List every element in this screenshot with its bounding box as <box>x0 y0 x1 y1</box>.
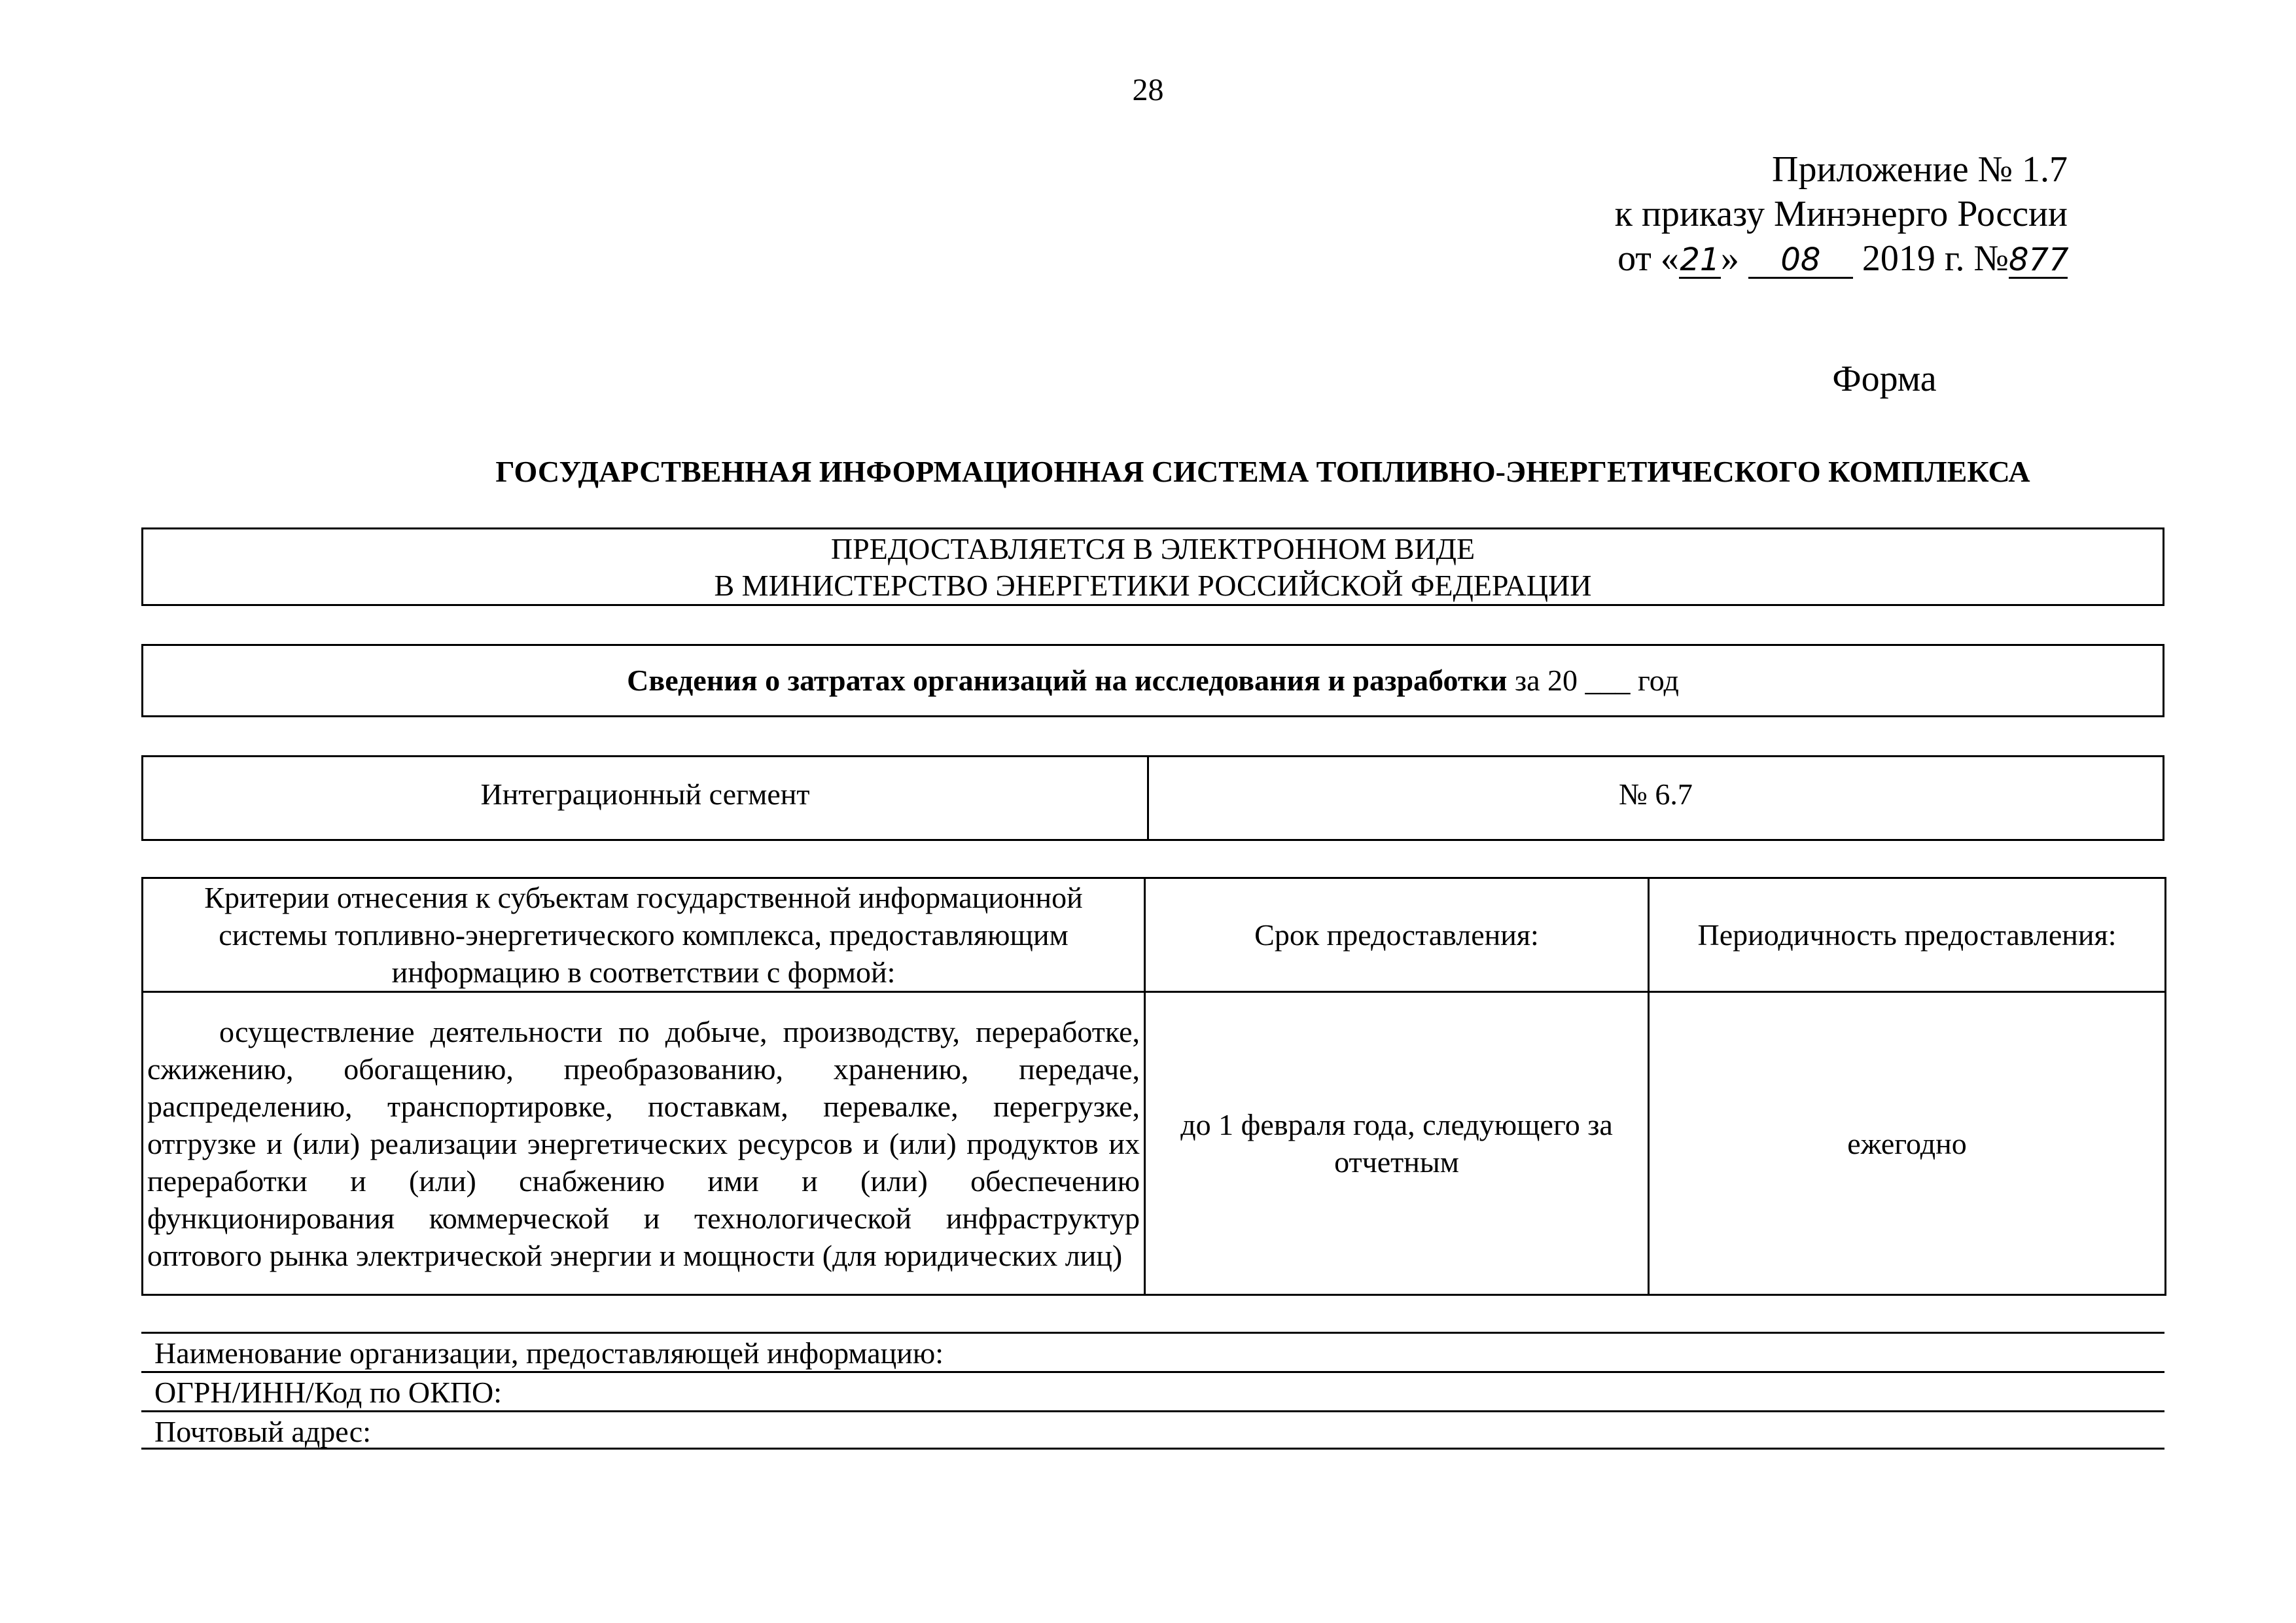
appendix-date-line <box>1439 236 2068 281</box>
handwritten-month: 08 <box>1748 243 1853 279</box>
appendix-title: Приложение № 1.7 <box>1772 149 2068 190</box>
segment-label: Интеграционный сегмент <box>143 757 1148 840</box>
report-title-box <box>141 644 2164 717</box>
date-prefix: от « <box>1617 238 1679 279</box>
date-mid: » <box>1720 238 1739 279</box>
report-title: Сведения о затратах организаций на исследования и разработки <box>627 664 1508 697</box>
electronic-line-1: ПРЕДОСТАВЛЯЕТСЯ В ЭЛЕКТРОННОМ ВИДЕ <box>830 532 1475 565</box>
org-ids-field[interactable]: ОГРН/ИНН/Код по ОКПО: <box>141 1371 2164 1410</box>
segment-table <box>141 755 2164 841</box>
header-deadline: Срок предоставления: <box>1145 878 1649 992</box>
appendix-order-ref: к приказу Минэнерго России <box>1614 194 2068 234</box>
org-name-field[interactable]: Наименование организации, предоставляющей информацию: <box>141 1332 2164 1371</box>
segment-row <box>143 757 2164 840</box>
page-number: 28 <box>1132 73 1164 107</box>
org-address-field[interactable]: Почтовый адрес: <box>141 1410 2164 1450</box>
form-label: Форма <box>1832 359 1937 399</box>
appendix-header <box>1439 147 2068 281</box>
header-criteria: Критерии отнесения к субъектам государственной информационной системы топливно-энергетического комплекса, предоставляющим информацию в соответствии с формой: <box>143 878 1145 992</box>
date-year: 2019 г. № <box>1862 238 2009 279</box>
electronic-line-2: В МИНИСТЕРСТВО ЭНЕРГЕТИКИ РОССИЙСКОЙ ФЕДЕРАЦИИ <box>714 569 1592 602</box>
criteria-table <box>141 877 2166 1296</box>
header-periodicity: Периодичность предоставления: <box>1649 878 2166 992</box>
criteria-header-row <box>143 878 2166 992</box>
electronic-submission-box <box>141 527 2164 606</box>
organization-fields <box>141 1332 2164 1450</box>
segment-number: № 6.7 <box>1148 757 2164 840</box>
report-period: за 20 ___ год <box>1507 664 1679 697</box>
system-title: ГОСУДАРСТВЕННАЯ ИНФОРМАЦИОННАЯ СИСТЕМА ТОПЛИВНО-ЭНЕРГЕТИЧЕСКОГО КОМПЛЕКСА <box>495 455 2030 488</box>
handwritten-day: 21 <box>1680 241 1720 278</box>
criteria-data-row <box>143 992 2166 1295</box>
periodicity-text: ежегодно <box>1649 992 2166 1295</box>
handwritten-order-number: 877 <box>2009 241 2069 278</box>
criteria-text: осуществление деятельности по добыче, производству, переработке, сжижению, обогащению, преобразованию, хранению, передаче, распределению, транспортировке, поставкам, перевалке, перегрузке, отгрузке и (или) реализации энергетических ресурсов и (или) продуктов их переработки и (или) снабжению ими и (или) обеспечению функционирования коммерческой и технологической инфраструктур оптового рынка электрической энергии и мощности (для юридических лиц) <box>143 992 1145 1295</box>
deadline-text: до 1 февраля года, следующего за отчетным <box>1145 992 1649 1295</box>
